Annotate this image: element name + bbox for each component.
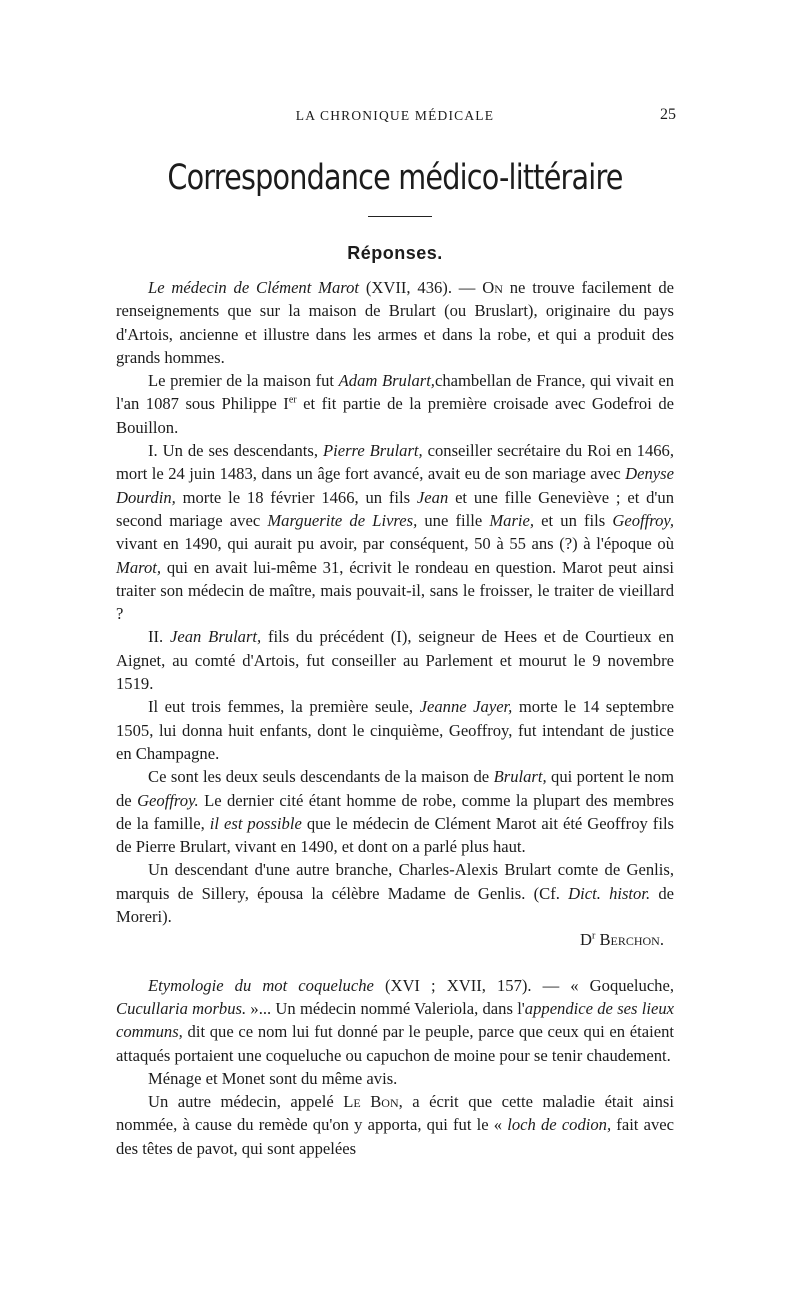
paragraph: Un descendant d'une autre branche, Charles-Alexis Brulart comte de Genlis, marquis de Sillery, épousa la célèbre Madame de Genlis. (Cf. Dict. histor. de Moreri). (116, 860, 674, 927)
signature: $D^r$ Berchon. (579, 930, 664, 950)
paragraph: Etymologie du mot coqueluche (XVI ; XVII, 157). — « Goqueluche, Cucullaria morbus. »... Un médecin nommé Valeriola, dans l'appendice de ses lieux communs, dit que ce nom lui fut donné par le peuple, parce que ceux qui en étaient attaqués portaient une coqueluche ou capuchon de moine pour se tenir chaudement. (116, 975, 674, 1065)
paragraph: Ménage et Monet sont du même avis. (148, 1068, 398, 1088)
paragraph: Ce sont les deux seuls descendants de la maison de Brulart, qui portent le nom de Geoffroy. Le dernier cité étant homme de robe, comme la plupart des membres de la famille, il est possible que le médecin de Clément Marot ait été Geoffroy fils de Pierre Brulart, vivant en 1490, et dont on a parlé plus haut. (116, 767, 675, 857)
article-body (116, 276, 674, 1160)
paragraph: II. Jean Brulart, fils du précédent (I), seigneur de Hees et de Courtieux en Aignet, au comté d'Artois, fut conseiller au Parlement et mourut le 9 novembre 1519. (116, 627, 674, 694)
page-number: 25 (660, 106, 676, 123)
title-rule (368, 216, 432, 217)
journal-title: LA CHRONIQUE MÉDICALE (295, 108, 495, 123)
paragraph: Le premier de la maison fut Adam Brulart,chambellan de France, qui vivait en l'an 1087 sous Philippe Ier et fit partie de la première croisade avec Godefroi de Bouillon. (116, 371, 674, 437)
paragraph: Le médecin de Clément Marot (XVII, 436). — On ne trouve facilement de renseignements que sur la maison de Brulart (ou Bruslart), originaire du pays d'Artois, ancienne et illustre dans les armes et dans la robe, et qui a produit des grands hommes. (116, 278, 674, 367)
section-gap (116, 952, 674, 974)
paragraph: I. Un de ses descendants, Pierre Brulart, conseiller secrétaire du Roi en 1466, mort le 24 juin 1483, dans un âge fort avancé, avait eu de son mariage avec Denyse Dourdin, morte le 18 février 1466, un fils Jean et une fille Geneviève ; et d'un second mariage avec Marguerite de Livres, une fille Marie, et un fils Geoffroy, vivant en 1490, qui aurait pu avoir, par conséquent, 50 à 55 ans (?) à l'époque où Marot, qui en avait lui-même 31, écrivit le rondeau en question. Marot peut ainsi traiter son médecin de maître, mais pouvait-il, sans le froisser, le traiter de vieillard ? (116, 441, 675, 624)
paragraph: Un autre médecin, appelé Le Bon, a écrit que cette maladie était ainsi nommée, à cause du remède qu'on y apporta, qui fut le « loch de codion, fait avec des têtes de pavot, qui sont appelées (116, 1092, 674, 1158)
section-heading: Réponses. (347, 243, 443, 263)
article-title: Correspondance médico-littéraire (167, 158, 623, 198)
paragraph: Il eut trois femmes, la première seule, Jeanne Jayer, morte le 14 septembre 1505, lui donna huit enfants, dont le cinquième, Geoffroy, fut intendant de justice en Champagne. (116, 697, 674, 763)
